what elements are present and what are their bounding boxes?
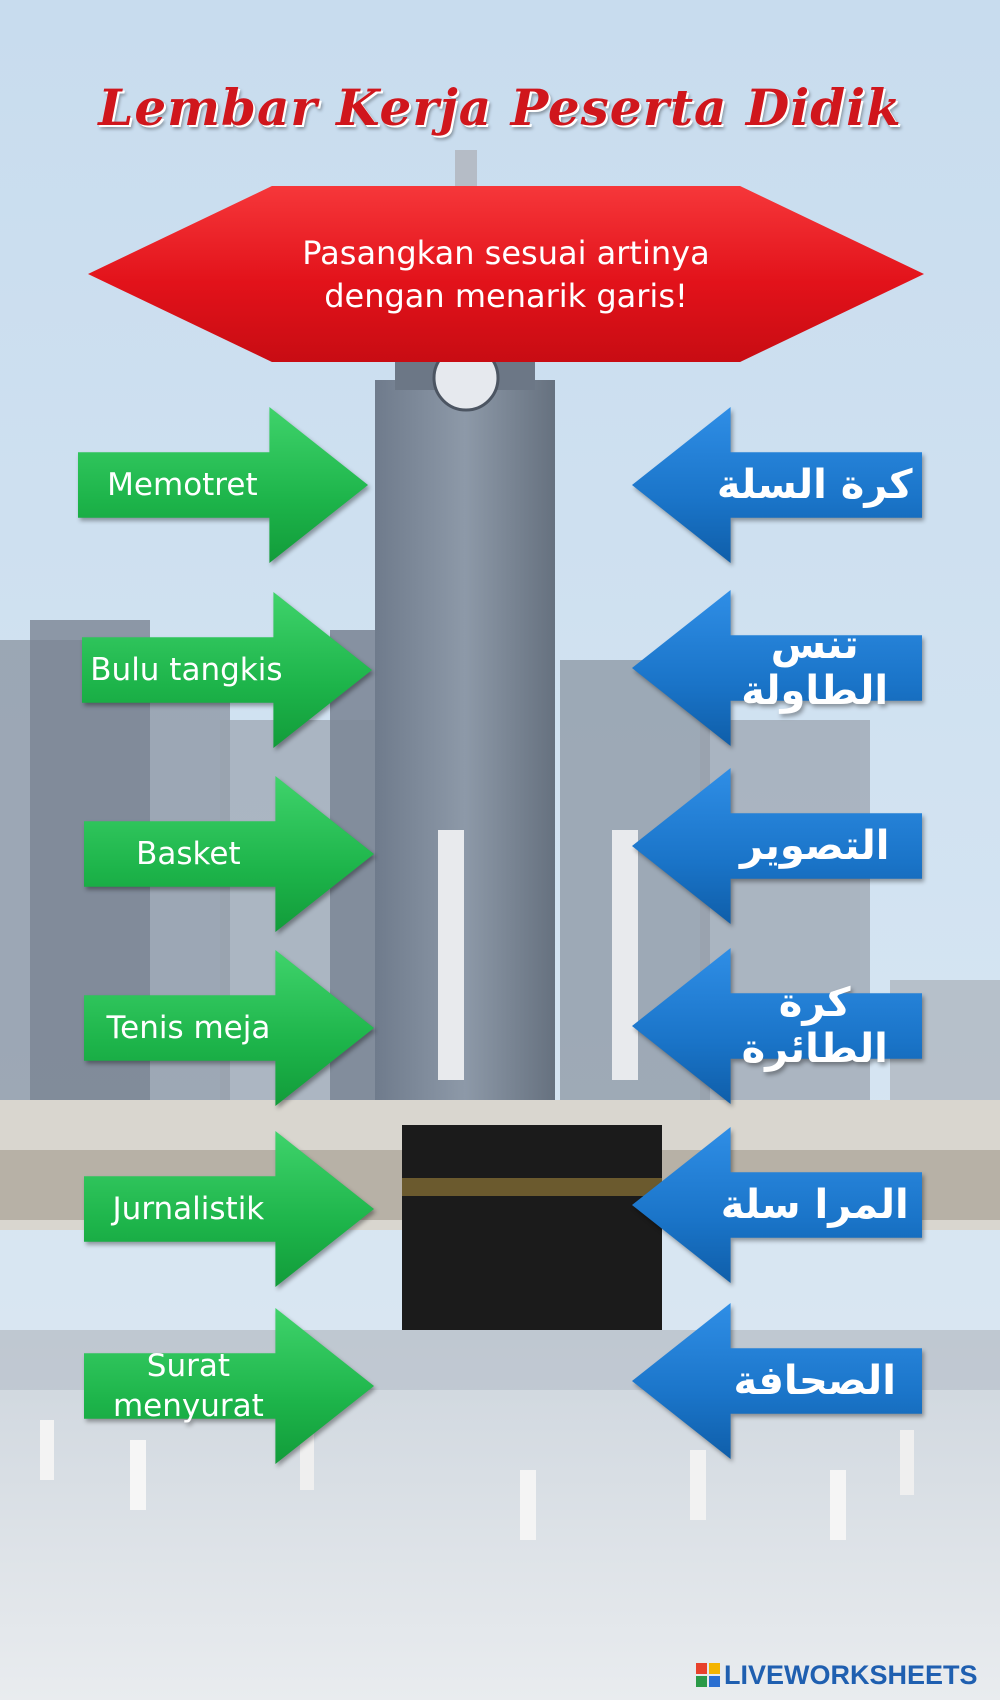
right-item-correspondence[interactable] [632,1127,922,1283]
right-item-label: المرا سلة [720,1181,909,1228]
right-item-label: تنس الطاولة [741,622,889,714]
right-item-label: الصحافة [733,1357,896,1404]
right-item-label: كرة الطائرة [741,980,888,1072]
liveworksheets-logo-icon [696,1663,720,1687]
right-item-journalism[interactable] [632,1303,922,1459]
left-item-label: Basket [136,835,241,872]
right-item-basketball[interactable] [632,407,922,563]
left-item-bulu-tangkis[interactable] [82,592,372,748]
left-item-memotret[interactable] [78,407,368,563]
left-item-label: Memotret [107,466,258,503]
instruction-text [88,186,924,362]
left-item-jurnalistik[interactable] [84,1131,374,1287]
left-item-label: Jurnalistik [112,1190,265,1227]
left-item-label: Surat menyurat [112,1348,264,1424]
left-item-label: Bulu tangkis [90,651,283,688]
left-item-basket[interactable] [84,776,374,932]
left-item-surat-menyurat[interactable] [84,1308,374,1464]
instruction-label: Pasangkan sesuai artinya dengan menarik garis! [302,234,710,315]
left-item-label: Tenis meja [106,1009,271,1046]
right-item-table-tennis[interactable] [632,590,922,746]
right-item-photography[interactable] [632,768,922,924]
right-item-label: التصوير [739,822,890,869]
liveworksheets-watermark [696,1660,978,1690]
right-item-volleyball[interactable] [632,948,922,1104]
left-item-tenis-meja[interactable] [84,950,374,1106]
worksheet-title: Lembar Kerja Peserta Didik [98,78,902,137]
right-item-label: كرة السلة [716,461,913,508]
watermark-text: LIVEWORKSHEETS [724,1659,978,1690]
